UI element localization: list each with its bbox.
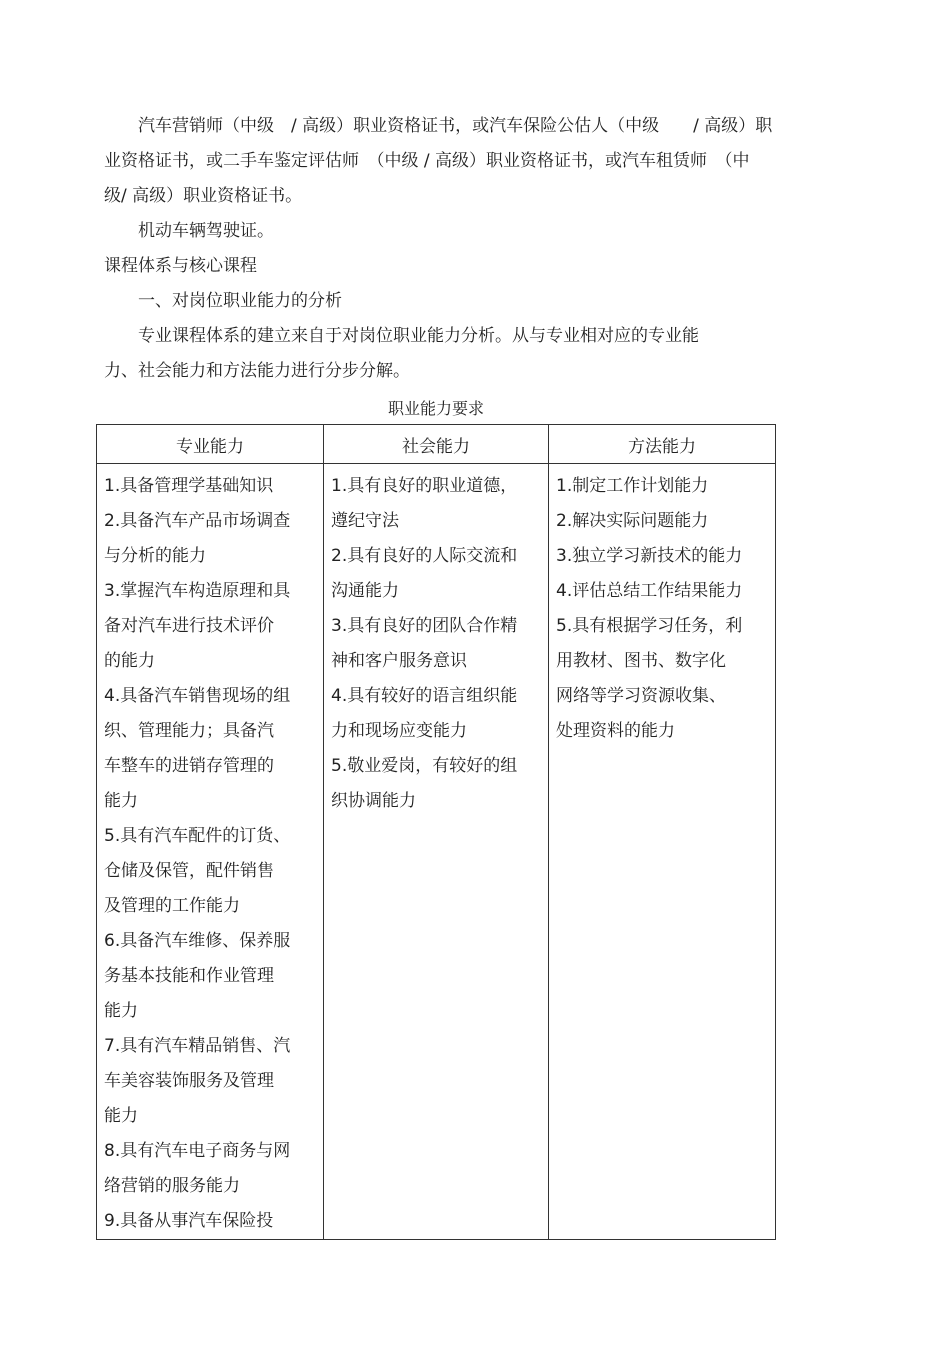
- section-heading-text: 课程体系与核心课程: [104, 256, 257, 276]
- ability-line: 神和客户服务意识: [331, 651, 467, 671]
- ability-line: 4.评估总结工作结果能力: [556, 581, 743, 601]
- ability-line: 4.具备汽车销售现场的组: [104, 686, 291, 706]
- ability-line: 车整车的进销存管理的: [104, 756, 274, 776]
- ability-line: 5.敬业爱岗，有较好的组: [331, 756, 518, 776]
- ability-line: 沟通能力: [331, 581, 399, 601]
- ability-line: 能力: [104, 791, 138, 811]
- ability-line: 能力: [104, 1001, 138, 1021]
- professional-ability-cell: [97, 464, 324, 1240]
- certificates-paragraph: [104, 109, 849, 214]
- analysis-line: 专业课程体系的建立来自于对岗位职业能力分析。从与专业相对应的专业能: [138, 326, 699, 346]
- method-ability-cell: [549, 464, 776, 1240]
- ability-line: 遵纪守法: [331, 511, 399, 531]
- table-header-row: [97, 425, 776, 464]
- analysis-paragraph: [104, 319, 849, 389]
- table-row: [97, 464, 776, 1240]
- ability-line: 与分析的能力: [104, 546, 206, 566]
- ability-line: 2.具有良好的人际交流和: [331, 546, 518, 566]
- ability-line: 车美容装饰服务及管理: [104, 1071, 274, 1091]
- social-ability-cell: [324, 464, 549, 1240]
- ability-line: 务基本技能和作业管理: [104, 966, 274, 986]
- ability-line: 处理资料的能力: [556, 721, 675, 741]
- ability-line: 4.具有较好的语言组织能: [331, 686, 518, 706]
- ability-line: 备对汽车进行技术评价: [104, 616, 274, 636]
- ability-line: 能力: [104, 1106, 138, 1126]
- ability-line: 仓储及保管，配件销售: [104, 861, 274, 881]
- ability-line: 2.具备汽车产品市场调查: [104, 511, 291, 531]
- ability-line: 8.具有汽车电子商务与网: [104, 1141, 291, 1161]
- ability-line: 3.掌握汽车构造原理和具: [104, 581, 291, 601]
- cert-line: 汽车营销师（中级 / 高级）职业资格证书，或汽车保险公估人（中级 / 高级）职: [138, 116, 773, 136]
- ability-line: 络营销的服务能力: [104, 1176, 240, 1196]
- ability-line: 用教材、图书、数字化: [556, 651, 726, 671]
- ability-line: 3.独立学习新技术的能力: [556, 546, 743, 566]
- ability-line: 网络等学习资源收集、: [556, 686, 726, 706]
- ability-line: 5.具有根据学习任务，利: [556, 616, 743, 636]
- ability-line: 6.具备汽车维修、保养服: [104, 931, 291, 951]
- analysis-line: 力、社会能力和方法能力进行分步分解。: [104, 361, 410, 381]
- ability-line: 1.具有良好的职业道德，: [331, 476, 518, 496]
- license-paragraph: [104, 214, 849, 249]
- section-heading: [104, 249, 849, 284]
- ability-line: 5.具有汽车配件的订货、: [104, 826, 291, 846]
- ability-line: 3.具有良好的团队合作精: [331, 616, 518, 636]
- cert-line: 业资格证书，或二手车鉴定评估师 （中级 / 高级）职业资格证书，或汽车租赁师 （中: [104, 151, 750, 171]
- ability-line: 织、管理能力；具备汽: [104, 721, 274, 741]
- ability-line: 1.制定工作计划能力: [556, 476, 709, 496]
- ability-line: 的能力: [104, 651, 155, 671]
- ability-line: 1.具备管理学基础知识: [104, 476, 274, 496]
- ability-line: 及管理的工作能力: [104, 896, 240, 916]
- license-text: 机动车辆驾驶证。: [138, 221, 274, 241]
- subsection-heading: [104, 284, 849, 319]
- ability-requirements-table: [96, 424, 776, 1240]
- ability-line: 2.解决实际问题能力: [556, 511, 709, 531]
- ability-line: 7.具有汽车精品销售、汽: [104, 1036, 291, 1056]
- header-method-ability: 方法能力: [549, 425, 776, 464]
- header-social-ability: 社会能力: [324, 425, 549, 464]
- cert-line: 级/ 高级）职业资格证书。: [104, 186, 303, 206]
- header-professional-ability: 专业能力: [97, 425, 324, 464]
- subsection-heading-text: 一、对岗位职业能力的分析: [138, 291, 342, 311]
- table-caption: 职业能力要求: [387, 399, 484, 418]
- ability-line: 9.具备从事汽车保险投: [104, 1211, 274, 1231]
- ability-line: 力和现场应变能力: [331, 721, 467, 741]
- ability-line: 织协调能力: [331, 791, 416, 811]
